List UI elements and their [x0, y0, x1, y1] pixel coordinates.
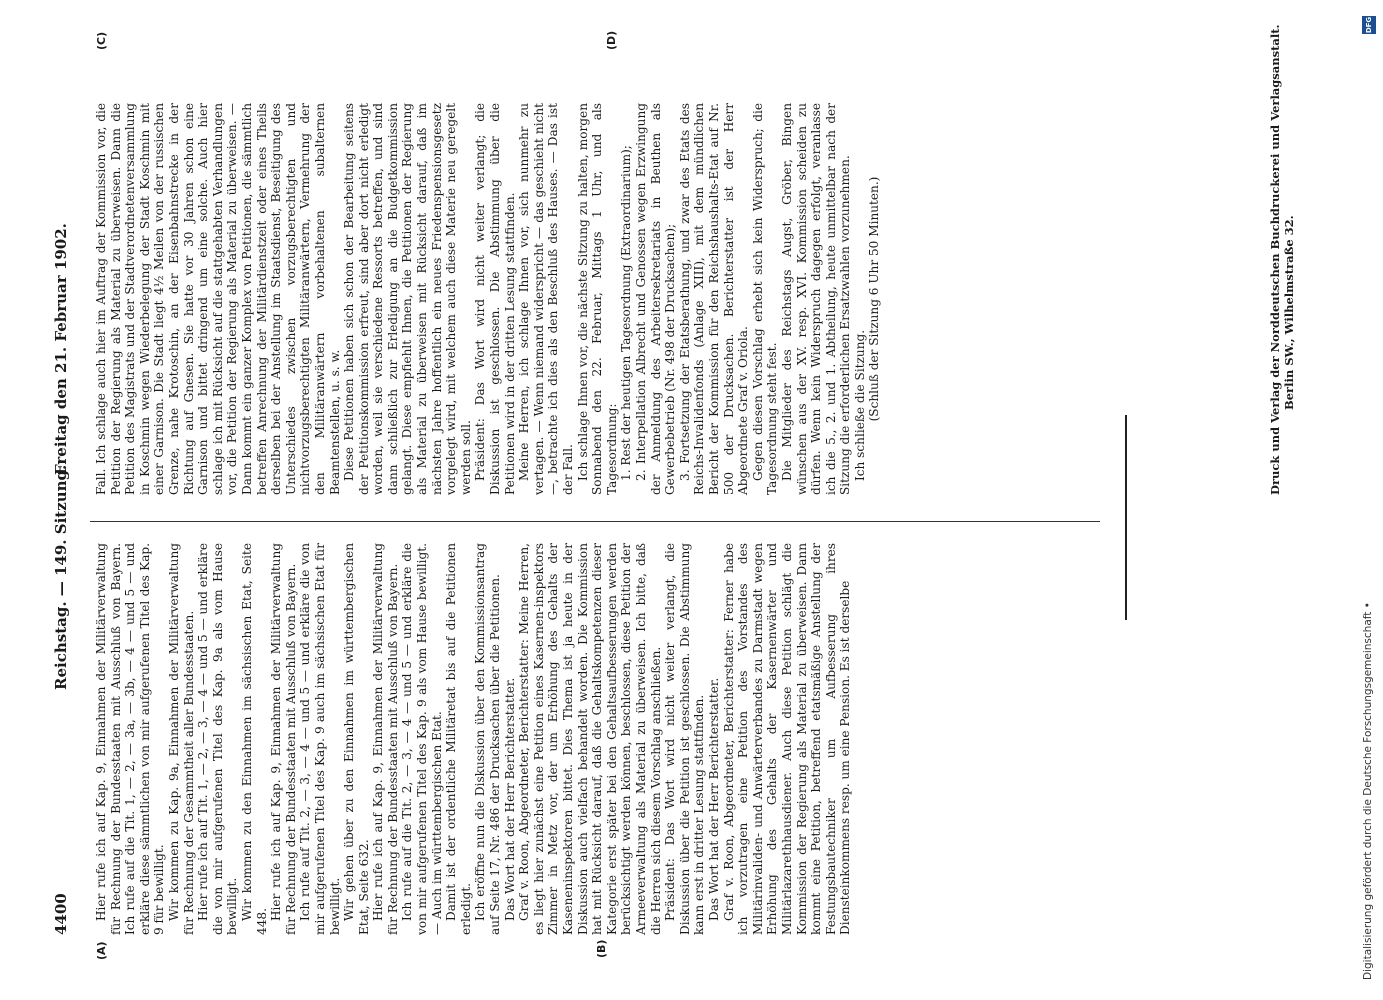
paragraph: Hier rufe ich auf Kap. 9, Einnahmen der Militärverwaltung für Rechnung der Bundesstaaten mit Ausschluß von Bayern. — [371, 543, 400, 935]
digitization-note: Digitalisierung gefördert durch die Deutsche Forschungsgemeinschaft • — [1362, 602, 1374, 980]
paragraph: Ich rufe auf Tit. 2, — 3, — 4 — und 5 — und erkläre die von mir aufgerufenen Titel des Kap. 9 auch im sächsischen Etat für bewilligt. — [298, 543, 342, 935]
paragraph: Diese Petitionen haben sich schon der Bearbeitung seitens der Petitionskommission erfreut, sind aber dort nicht erledigt worden, weil sie verschiedene Ressorts betreffen, und sind dann schließlich zur Erledigung an die Budgetkommission gelangt. Diese empfiehlt Ihnen, die Petitionen der Regierung als Material zu überweisen mit Rücksicht darauf, daß im nächsten Jahre hoffentlich ein neues Friedenspensionsgesetz vorgelegt wird, mit welchem auch diese Materie neu geregelt werden soll. — [342, 103, 473, 495]
paragraph: Meine Herren, ich schlage Ihnen vor, sich nunmehr zu vertagen. — Wenn niemand widerspricht — das geschieht nicht —, betrachte ich dies als den Beschluß des Hauses. — Das ist der Fall. — [517, 103, 575, 495]
agenda-item: 1. Rest der heutigen Tagesordnung (Extraordinarium); — [619, 145, 634, 481]
margin-marker-c: (C) — [95, 31, 108, 50]
paragraph: Präsident: Das Wort wird nicht weiter verlangt, die Diskussion über die Petition ist geschlossen. Die Abstimmung kann erst in dritter Lesung stattfinden. — [663, 543, 707, 935]
paragraph: Ich schlage Ihnen vor, die nächste Sitzung zu halten, morgen Sonnabend den 22. Februar, Mittags 1 Uhr, und als Tagesordnung: — [575, 103, 619, 495]
paragraph: Das Wort hat der Herr Berichterstatter. — [502, 677, 517, 921]
margin-marker-b: (B) — [595, 939, 608, 958]
paragraph: Hier rufe ich auf Tit. 1, — 2, — 3, — 4 — und 5 — und erkläre die von mir aufgerufenen Titel des Kap. 9a als vom Hause bewilligt. — [196, 543, 240, 935]
imprint-line: Druck und Verlag der Norddeutschen Buchdruckerei und Verlagsanstalt. — [1268, 24, 1282, 495]
session-date: Freitag den 21. Februar 1902. — [52, 223, 70, 475]
paragraph: Ich rufe auf die Tit. 2, — 3, — 4 — und 5 — und erkläre die von mir aufgerufenen Titel des Kap. 9 als vom Hause bewilligt. — Auch im württembergischen Etat. — [400, 543, 444, 935]
agenda-item: 2. Interpellation Albrecht und Genossen wegen Erzwingung der Anmeldung des Arbeitersekretariats in Beuthen als Gewerbebetrieb (Nr. 498 der Drucksachen); — [633, 103, 678, 495]
margin-marker-d: (D) — [605, 30, 618, 50]
paragraph: Hier rufe ich auf Kap. 9, Einnahmen der Militärverwaltung für Rechnung der Bundesstaaten mit Ausschluß von Bayern. Ich rufe auf die Tit. 1, — 2, — 3a, — 3b, — 4 — und 5 — und erkläre diese sämmtlichen von mir aufgerufenen Titel des Kap. 9 für bewilligt. — [94, 543, 167, 935]
paragraph: Ich eröffne nun die Diskussion über den Kommissionsantrag auf Seite 17, Nr. 486 der Drucksachen über die Petitionen. — [473, 543, 503, 935]
page-number: 4400 — [52, 893, 70, 935]
closing-note: (Schluß der Sitzung 6 Uhr 50 Minuten.) — [867, 176, 882, 422]
paragraph: Wir kommen zu den Einnahmen im sächsischen Etat, Seite 448. — [239, 543, 269, 935]
left-column — [94, 543, 853, 935]
paragraph: Damit ist der ordentliche Militäretat bis auf die Petitionen erledigt. — [444, 543, 473, 935]
paragraph: Hier rufe ich auf Kap. 9, Einnahmen der Militärverwaltung für Rechnung der Bundesstaaten mit Ausschluß von Bayern. — [269, 543, 298, 935]
margin-marker-a: (A) — [95, 941, 108, 960]
section-rule — [1125, 415, 1127, 620]
paragraph: Gegen diesen Vorschlag erhebt sich kein Widerspruch; die Tagesordnung steht fest. — [750, 103, 780, 495]
paragraph: Graf v. Roon, Abgeordneter, Berichterstatter: Meine Herren, es liegt hier zunächst eine Petition eines Kasernen-inspektors Zimmer in Metz vor, der um Erhöhung des Gehalts der Kaseneninspektoren bittet. Dies Thema ist ja heute in der Diskussion auch vielfach behandelt worden. Die Kommission hat mit Rücksicht darauf, daß die Gehaltskompetenzen dieser Kategorie erst später bei den Gehaltsaufbesserungen werden berücksichtigt werden können, beschlossen, diese Petition der Armeeverwaltung als Material zu überweisen. Ich bitte, daß die Herren sich diesem Vorschlag anschließen. — [517, 543, 663, 935]
imprint — [1268, 24, 1296, 495]
paragraph: Graf v. Roon, Abgeordneter, Berichterstatter: Ferner habe ich vorzutragen eine Petition des Vorstandes des Militärinvaliden- und Anwärterverbandes zu Darmstadt wegen Erhöhung des Gehalts der Kasernenwärter und Militärlazarethhausdiener. Auch diese Petition schlägt die Kommission der Regierung als Material zu überweisen. Dann kommt eine Petition, betreffend etatsmäßige Anstellung der Festungsbautechniker um Aufbesserung ihres Diensteinkommens resp. um eine Pension. Es ist derselbe — [721, 543, 853, 935]
paragraph: Wir kommen zu Kap. 9a, Einnahmen der Militärverwaltung für Rechnung der Gesammtheit aller Bundesstaaten. — [166, 543, 196, 935]
running-head — [52, 55, 78, 935]
paragraph: Das Wort hat der Herr Berichterstatter. — [706, 677, 721, 921]
session-title: Reichstag. — 149. Sitzung. — [52, 464, 70, 690]
dfg-logo: DFG — [1362, 16, 1376, 34]
imprint-line: Berlin SW., Wilhelmstraße 32. — [1282, 215, 1296, 410]
column-divider — [90, 521, 1100, 522]
paragraph: Die Mitglieder des Reichstags Augst, Gröber, Bingen wünschen aus der XV. resp. XVI. Kommission scheiden zu dürfen. Wenn kein Widerspruch dagegen erfolgt, veranlasse ich die 5., 2. und 1. Abtheilung, heute unmittelbar nach der Sitzung die erforderlichen Ersatzwahlen vorzunehmen. — [779, 103, 853, 495]
paragraph: Fall. Ich schlage auch hier im Auftrag der Kommission vor, die Petition der Regierung als Material zu überweisen. Dann die Petition des Magistrats und der Stadtverordnetenversammlung in Koschmin wegen Wiederbelegung der Stadt Koschmin mit einer Garnison. Die Stadt liegt 4½ Meilen von der russischen Grenze, nahe Krotoschin, an der Eisenbahnstrecke in der Richtung auf Gnesen. Sie hatte vor 30 Jahren schon eine Garnison und bittet dringend um eine solche. Auch hier schlage ich mit Rücksicht auf die stattgehabten Verhandlungen vor, die Petition der Regierung als Material zu überweisen. — Dann kommt ein ganzer Komplex von Petitionen, die sämmtlich betreffen Anrechnung der Militärdienstzeit oder eines Theils derselben bei der Anstellung im Staatsdienst, Beseitigung des Unterschiedes zwischen vorzugsberechtigten und nichtvorzugsberechtigten Militäranwärtern, Vermehrung der den Militäranwärtern vorbehaltenen subalternen Beamtenstellen, u. s. w. — [94, 103, 342, 495]
paragraph: Ich schließe die Sitzung. — [852, 329, 867, 481]
paragraph: Wir gehen über zu den Einnahmen im württembergischen Etat, Seite 632. — [342, 543, 371, 935]
right-column — [94, 103, 882, 495]
agenda-item: 3. Fortsetzung der Etatsberathung, und zwar des Etats des Reichs-Invalidenfonds (Anlage XIII), mit dem mündlichen Bericht der Kommission für den Reichshaushalts-Etat auf Nr. 500 der Drucksachen. Berichterstatter ist der Herr Abgeordnete Graf v. Oriola. — [677, 103, 751, 495]
paragraph: Präsident: Das Wort wird nicht weiter verlangt; die Diskussion ist geschlossen. Die Abstimmung über die Petitionen wird in der dritten Lesung stattfinden. — [473, 103, 517, 495]
